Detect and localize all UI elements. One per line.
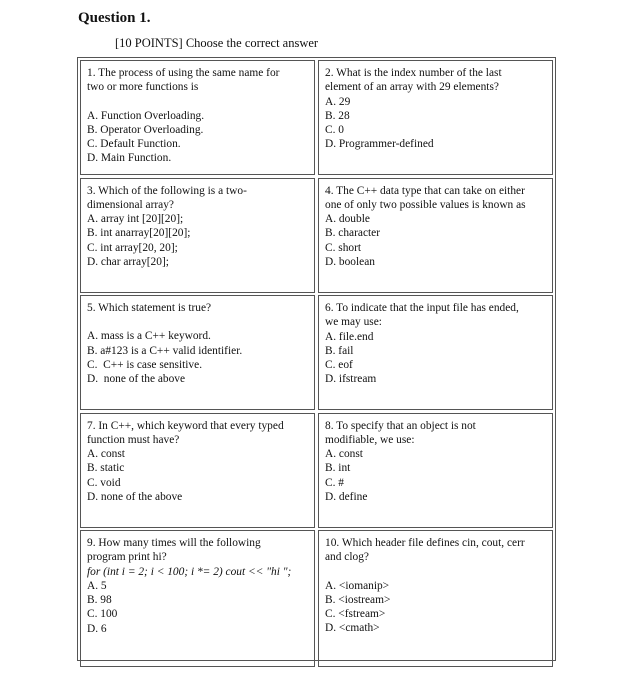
code-snippet: for (int i = 2; i < 100; i *= 2) cout << "hi ";	[87, 565, 292, 578]
question-text: and clog?	[325, 551, 369, 564]
answer-option: C. C++ is case sensitive.	[87, 358, 203, 371]
answer-option: C. void	[87, 476, 121, 489]
question-cell-1	[80, 60, 315, 175]
question-text: modifiable, we use:	[325, 433, 415, 446]
answer-option: B. character	[325, 227, 381, 240]
question-text: function must have?	[87, 433, 180, 446]
answer-option: D. ifstream	[325, 373, 377, 386]
answer-option: B. a#123 is a C++ valid identifier.	[87, 344, 243, 357]
question-text: one of only two possible values is known as	[325, 198, 526, 211]
question-text: we may use:	[325, 316, 382, 329]
question-cell-7	[80, 413, 315, 528]
answer-option: B. <iostream>	[325, 593, 391, 606]
question-text: 10. Which header file defines cin, cout, cerr	[325, 537, 525, 549]
question-row	[80, 530, 553, 667]
answer-option: D. none of the above	[87, 490, 183, 503]
answer-option: A. 5	[87, 579, 107, 592]
answer-option: B. Operator Overloading.	[87, 123, 204, 136]
answer-option: A. <iomanip>	[325, 579, 390, 592]
question-grid	[77, 57, 556, 661]
question-heading: Question 1.	[78, 10, 151, 26]
question-text: 4. The C++ data type that can take on either	[325, 184, 525, 197]
answer-option: C. eof	[325, 359, 353, 372]
question-text: 2. What is the index number of the last	[325, 67, 502, 79]
question-cell-5	[80, 295, 315, 410]
answer-option: B. int	[325, 462, 351, 475]
question-row	[80, 178, 553, 293]
answer-option: B. fail	[325, 344, 354, 357]
answer-option: D. <cmath>	[325, 622, 380, 635]
answer-option: D. 6	[87, 622, 107, 635]
question-text: program print hi?	[87, 551, 167, 564]
question-text: two or more functions is	[87, 81, 199, 94]
answer-option: A. 29	[325, 95, 351, 108]
answer-option: C. <fstream>	[325, 608, 386, 621]
question-text: 7. In C++, which keyword that every typed	[87, 419, 284, 432]
question-row	[80, 60, 553, 175]
question-cell-6	[318, 295, 553, 410]
question-text: 5. Which statement is true?	[87, 302, 212, 314]
answer-option: D. none of the above	[87, 373, 186, 386]
question-cell-4	[318, 178, 553, 293]
question-row	[80, 295, 553, 410]
question-cell-8	[318, 413, 553, 528]
instruction-text: [10 POINTS] Choose the correct answer	[115, 36, 319, 50]
answer-option: D. char array[20];	[87, 255, 169, 268]
answer-option: C. 0	[325, 124, 344, 137]
answer-option: D. Main Function.	[87, 152, 172, 165]
question-text: 1. The process of using the same name for	[87, 67, 280, 79]
answer-option: A. mass is a C++ keyword.	[87, 330, 211, 343]
question-text: 8. To specify that an object is not	[325, 419, 476, 432]
answer-option: C. #	[325, 476, 344, 489]
answer-option: A. array int [20][20];	[87, 213, 184, 226]
answer-option: D. define	[325, 490, 368, 503]
answer-option: D. boolean	[325, 255, 375, 268]
question-text: element of an array with 29 elements?	[325, 81, 499, 94]
answer-option: A. file.end	[325, 330, 374, 343]
question-text: dimensional array?	[87, 198, 174, 211]
question-cell-3	[80, 178, 315, 293]
answer-option: A. const	[325, 448, 363, 461]
answer-option: B. int anarray[20][20];	[87, 227, 191, 240]
answer-option: C. short	[325, 241, 362, 254]
answer-option: A. const	[87, 448, 125, 461]
answer-option: B. 98	[87, 594, 112, 607]
question-cell-2	[318, 60, 553, 175]
question-cell-9	[80, 530, 315, 667]
answer-option: A. double	[325, 213, 370, 226]
question-cell-10	[318, 530, 553, 667]
question-row	[80, 413, 553, 528]
answer-option: C. int array[20, 20];	[87, 241, 178, 254]
answer-option: D. Programmer-defined	[325, 138, 434, 151]
answer-option: C. 100	[87, 608, 118, 621]
question-text: 9. How many times will the following	[87, 537, 261, 549]
answer-option: B. 28	[325, 109, 350, 122]
answer-option: B. static	[87, 462, 125, 475]
answer-option: A. Function Overloading.	[87, 109, 205, 122]
question-text: 6. To indicate that the input file has ended,	[325, 302, 519, 314]
answer-option: C. Default Function.	[87, 138, 181, 151]
question-text: 3. Which of the following is a two-	[87, 184, 247, 197]
